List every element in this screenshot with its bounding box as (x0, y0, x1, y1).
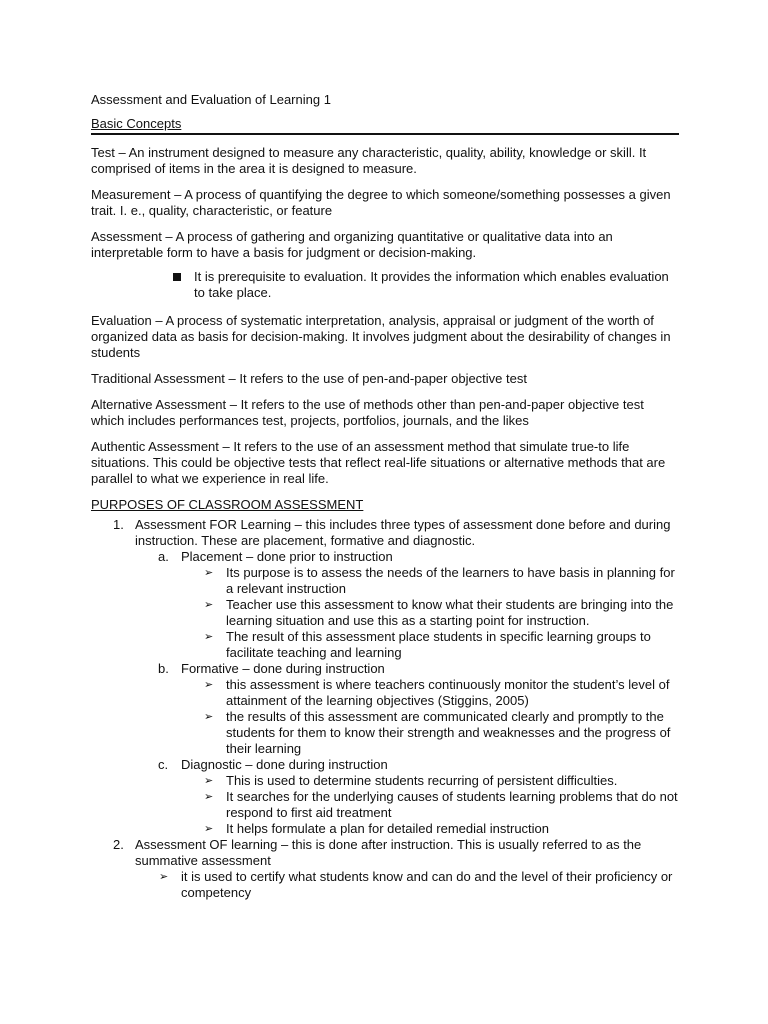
arrow-bullet-icon: ➢ (204, 791, 214, 803)
arrow-point-text: this assessment is where teachers continuously monitor the student’s level of attainment of the learning objectives (Stiggins, 2005) (226, 677, 670, 708)
arrow-point (91, 789, 679, 821)
arrow-point-text: it is used to certify what students know and can do and the level of their proficiency or competency (181, 869, 673, 900)
sub-letter: a. (158, 549, 169, 564)
arrow-point-text: It searches for the underlying causes of students learning problems that do not respond to first aid treatment (226, 789, 678, 820)
arrow-bullet-icon: ➢ (204, 599, 214, 611)
arrow-bullet-icon: ➢ (204, 823, 214, 835)
definition-test: Test – An instrument designed to measure any characteristic, quality, ability, knowledge or skill. It comprised of items in the area it is designed to measure. (91, 145, 647, 176)
arrow-bullet-icon: ➢ (204, 567, 214, 579)
definition-assessment: Assessment – A process of gathering and organizing quantitative or qualitative data into an interpretable form to have a basis for judgment or decision-making. (91, 229, 613, 260)
arrow-bullet-icon: ➢ (204, 631, 214, 643)
basic-concepts-heading: Basic Concepts (91, 116, 182, 131)
sub-letter: b. (158, 661, 169, 676)
arrow-point-text: It helps formulate a plan for detailed remedial instruction (226, 821, 550, 836)
list-item-assessment-of-learning (91, 837, 679, 869)
arrow-bullet-icon: ➢ (204, 711, 214, 723)
purposes-heading: PURPOSES OF CLASSROOM ASSESSMENT (91, 497, 364, 512)
arrow-point-text: The result of this assessment place students in specific learning groups to facilitate teaching and learning (226, 629, 651, 660)
definition-alternative-assessment: Alternative Assessment – It refers to the use of methods other than pen-and-paper objective test which includes performances test, projects, portfolios, journals, and the likes (91, 397, 644, 428)
arrow-point-text: the results of this assessment are communicated clearly and promptly to the students for them to know their strength and weaknesses and the progress of their learning (226, 709, 671, 756)
sub-item-text: Diagnostic – done during instruction (181, 757, 388, 772)
arrow-point (91, 869, 679, 901)
arrow-bullet-icon: ➢ (159, 871, 169, 883)
basic-concepts-heading-block (91, 116, 679, 135)
list-number: 1. (113, 517, 124, 532)
arrow-point (91, 629, 679, 661)
sub-item-diagnostic (91, 757, 679, 773)
square-bullet-icon (173, 273, 181, 281)
definition-authentic-assessment: Authentic Assessment – It refers to the use of an assessment method that simulate true-to life situations. This could be objective tests that reflect real-life situations or alternative methods that are parallel to what we experience in real life. (91, 439, 666, 486)
arrow-point (91, 821, 679, 837)
sub-item-formative (91, 661, 679, 677)
arrow-point (91, 773, 679, 789)
arrow-point (91, 709, 679, 757)
sub-item-text: Placement – done prior to instruction (181, 549, 393, 564)
sub-item-placement (91, 549, 679, 565)
list-item-assessment-for-learning (91, 517, 679, 549)
arrow-point-text: This is used to determine students recurring of persistent difficulties. (226, 773, 618, 788)
list-number: 2. (113, 837, 124, 852)
arrow-point-text: Teacher use this assessment to know what their students are bringing into the learning situation and use this as a starting point for instruction. (226, 597, 674, 628)
assessment-bullet-text: It is prerequisite to evaluation. It provides the information which enables evaluation to take place. (194, 269, 669, 300)
list-item-text: Assessment FOR Learning – this includes three types of assessment done before and during instruction. These are placement, formative and diagnostic. (135, 517, 671, 548)
assessment-bullet (91, 269, 679, 301)
sub-letter: c. (158, 757, 169, 772)
arrow-point (91, 597, 679, 629)
list-item-text: Assessment OF learning – this is done after instruction. This is usually referred to as the summative assessment (135, 837, 642, 868)
arrow-point (91, 677, 679, 709)
sub-item-text: Formative – done during instruction (181, 661, 385, 676)
definition-measurement: Measurement – A process of quantifying the degree to which someone/something possesses a given trait. I. e., quality, characteristic, or feature (91, 187, 671, 218)
definition-traditional-assessment: Traditional Assessment – It refers to the use of pen-and-paper objective test (91, 371, 527, 386)
arrow-bullet-icon: ➢ (204, 775, 214, 787)
document-page (91, 92, 679, 901)
arrow-point-text: Its purpose is to assess the needs of the learners to have basis in planning for a relevant instruction (226, 565, 675, 596)
arrow-point (91, 565, 679, 597)
document-title: Assessment and Evaluation of Learning 1 (91, 92, 331, 107)
arrow-bullet-icon: ➢ (204, 679, 214, 691)
definition-evaluation: Evaluation – A process of systematic interpretation, analysis, appraisal or judgment of the worth of organized data as basis for decision-making. It involves judgment about the desirability of changes in students (91, 313, 671, 360)
